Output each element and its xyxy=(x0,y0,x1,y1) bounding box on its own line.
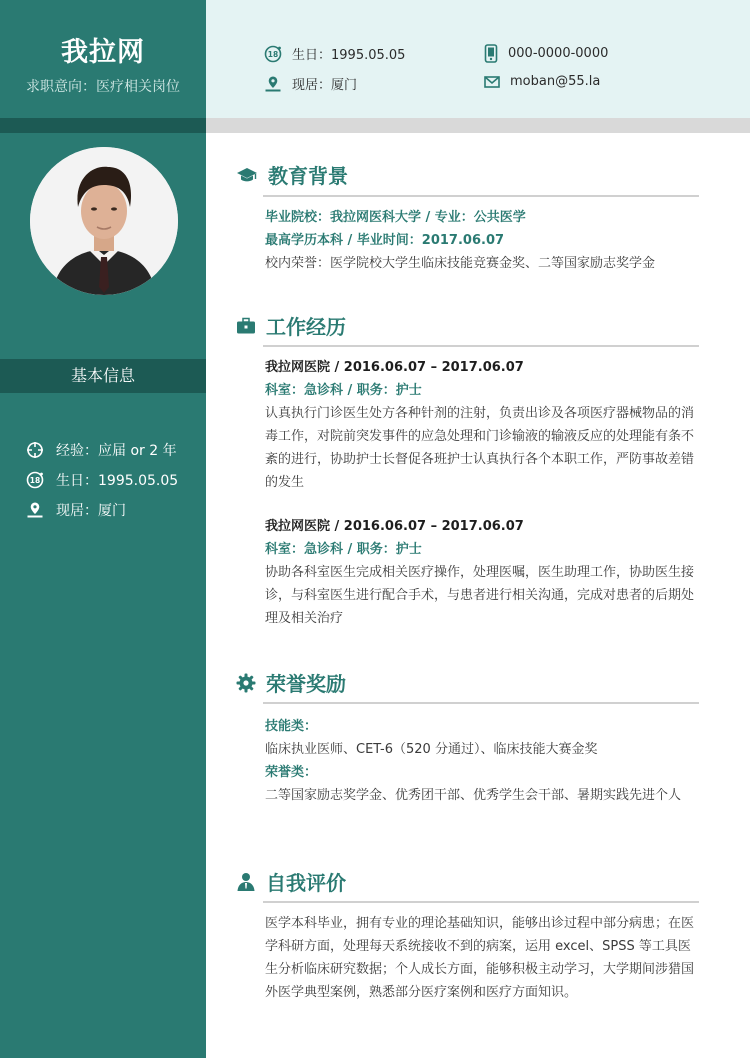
basic-info-title: 基本信息 xyxy=(0,359,206,393)
work-title: 工作经历 xyxy=(266,315,346,339)
crosshair-icon xyxy=(26,441,44,459)
graduation-cap-icon xyxy=(236,166,258,184)
avatar xyxy=(30,147,178,295)
education-divider xyxy=(263,195,699,197)
phone-icon xyxy=(484,44,498,63)
header-phone xyxy=(484,44,608,63)
education-title: 教育背景 xyxy=(268,164,348,188)
svg-text:18: 18 xyxy=(29,476,41,486)
honors-heading xyxy=(236,668,346,697)
education-honor: 校内荣誉：医学院校大学生临床技能竞赛金奖、二等国家励志奖学金 xyxy=(265,256,656,271)
skills-label: 技能类： xyxy=(265,719,318,734)
header-email xyxy=(484,74,600,89)
location-icon xyxy=(264,75,282,93)
header-residence-text: 现居：厦门 xyxy=(292,78,358,93)
education-school: 毕业院校：我拉网医科大学 / 专业：公共医学 xyxy=(265,210,526,225)
work-heading xyxy=(236,311,346,340)
person-icon xyxy=(236,872,256,892)
name-block xyxy=(0,0,206,118)
job-2-role: 科室：急诊科 / 职务：护士 xyxy=(265,542,422,557)
job-1-description: 认真执行门诊医生处方各种针剂的注射，负责出诊及各项医疗器械物品的消毒工作，对院前突发事件的应急处理和门诊输液的输液反应的处理能有条不紊的进行，协助护士长督促各班护士认真执行各个本职工作，严防事故差错的发生 xyxy=(265,406,695,490)
svg-text:18: 18 xyxy=(267,49,279,59)
sidebar-residence xyxy=(26,500,126,520)
education-heading xyxy=(236,160,348,189)
header-birth-text: 生日：1995.05.05 xyxy=(292,48,406,63)
self-eval-heading xyxy=(236,867,346,896)
mail-icon xyxy=(484,75,500,89)
header-residence xyxy=(264,74,357,93)
header-birth xyxy=(264,44,405,63)
self-eval-divider xyxy=(263,901,699,903)
job-1-header: 我拉网医院 / 2016.06.07 – 2017.06.07 xyxy=(265,360,524,375)
header-divider-band xyxy=(206,118,750,133)
header-phone-text[interactable]: 000-0000-0000 xyxy=(508,46,609,61)
honor-label: 荣誉类： xyxy=(265,765,318,780)
job-2-description: 协助各科室医生完成相关医疗操作，处理医嘱，医生助理工作，协助医生接诊，与科室医生进行配合手术，与患者进行相关沟通，完成对患者的后期处理及相关治疗 xyxy=(265,565,695,626)
location-icon xyxy=(26,501,44,519)
self-eval-text: 医学本科毕业，拥有专业的理论基础知识，能够出诊过程中部分病患；在医学科研方面，处理每天系统接收不到的病案，运用 excel、SPSS 等工具医生分析临床研究数据；个人成长方面，能够积极主动学习，大学期间涉猎国外医学典型案例，熟悉部分医疗案例和医疗方面知识。 xyxy=(265,916,695,1000)
sidebar-birth-text: 生日：1995.05.05 xyxy=(56,473,179,489)
honors-divider xyxy=(263,702,699,704)
sidebar-experience-text: 经验：应届 or 2 年 xyxy=(56,443,177,459)
briefcase-icon xyxy=(236,317,256,335)
birthday-18-icon xyxy=(264,45,282,63)
sidebar-residence-text: 现居：厦门 xyxy=(56,503,126,519)
sidebar-divider-band xyxy=(0,118,206,133)
header-email-text[interactable]: moban@55.la xyxy=(510,74,601,89)
sidebar-birth xyxy=(26,470,178,490)
self-eval-title: 自我评价 xyxy=(266,871,346,895)
job-intent: 求职意向：医疗相关岗位 xyxy=(26,79,180,95)
work-divider xyxy=(263,345,699,347)
job-2-header: 我拉网医院 / 2016.06.07 – 2017.06.07 xyxy=(265,519,524,534)
gear-icon xyxy=(236,673,256,693)
education-degree: 最高学历本科 / 毕业时间：2017.06.07 xyxy=(265,233,505,248)
honors-title: 荣誉奖励 xyxy=(266,672,346,696)
job-1-role: 科室：急诊科 / 职务：护士 xyxy=(265,383,422,398)
skills-list: 临床执业医师、CET-6（520 分通过）、临床技能大赛金奖 xyxy=(265,742,598,757)
birthday-18-icon xyxy=(26,471,44,489)
honor-list: 二等国家励志奖学金、优秀团干部、优秀学生会干部、暑期实践先进个人 xyxy=(265,788,682,803)
sidebar-experience xyxy=(26,440,177,460)
candidate-name: 我拉网 xyxy=(61,37,145,68)
